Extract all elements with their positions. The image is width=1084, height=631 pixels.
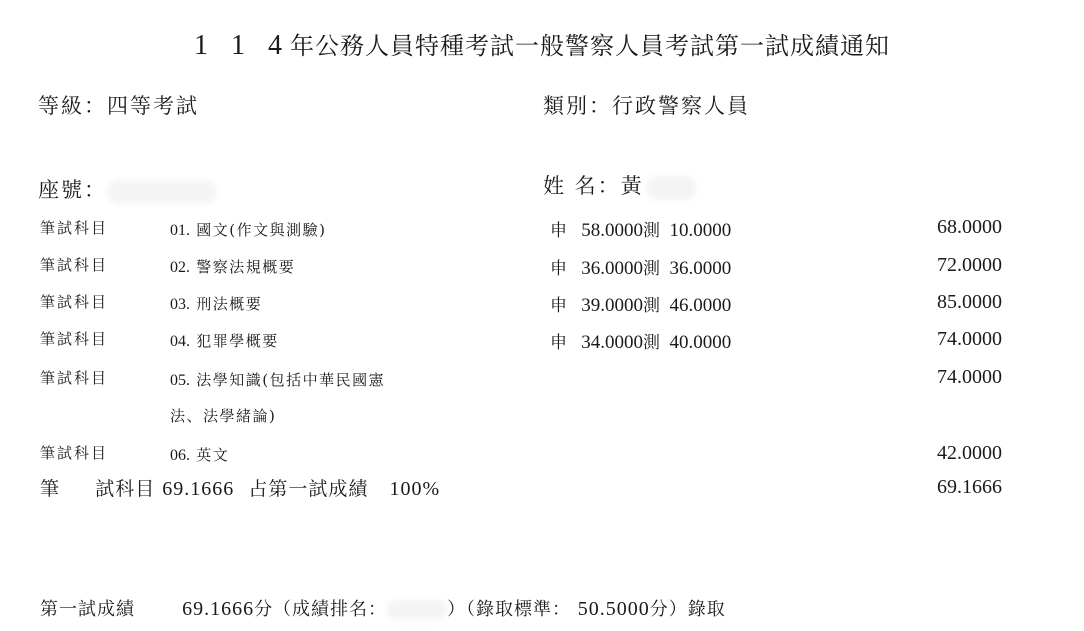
subject-name: 04. 犯罪學概要: [170, 332, 279, 350]
name-label: 姓 名：: [543, 174, 621, 198]
category-label: 類別：: [543, 94, 612, 118]
row-label: 筆試科目: [40, 219, 109, 237]
subject-name-line2: 法、法學緒論): [170, 407, 277, 425]
subject-total: 85.0000: [937, 291, 1002, 313]
test-score: 10.0000: [669, 220, 732, 241]
subject-scores: 申 39.0000測 46.0000: [550, 295, 732, 316]
first-stage-result: [40, 595, 726, 621]
row-label: 筆試科目: [40, 369, 109, 387]
summary-label: 試科目: [95, 478, 156, 500]
result-rank-close: ）（錄取標準：: [447, 599, 572, 620]
result-label: 第一試成績: [40, 599, 135, 620]
subject-total: 68.0000: [937, 216, 1002, 238]
grade-field: [38, 90, 199, 120]
seat-value-redacted: [107, 180, 217, 204]
subject-total: 74.0000: [937, 328, 1002, 350]
grade-value: 四等考試: [107, 94, 199, 118]
category-value: 行政警察人員: [612, 94, 750, 118]
title-year: 1 1 4: [194, 30, 290, 61]
row-label: 筆試科目: [40, 330, 109, 348]
row-label: 筆試科目: [40, 293, 109, 311]
summary-prefix: 筆: [40, 478, 61, 500]
title-text: 年公務人員特種考試一般警察人員考試第一試成績通知: [290, 32, 890, 60]
grade-label: 等級：: [38, 94, 107, 118]
name-field: [543, 170, 696, 200]
subject-scores: [550, 216, 731, 242]
summary-average: 69.1666: [162, 478, 235, 500]
result-score-unit: 分（成績排名：: [254, 599, 388, 620]
subject-scores: 申 34.0000測 40.0000: [550, 332, 732, 353]
result-cutoff-unit: 分）錄取: [649, 599, 726, 620]
subject-total: 42.0000: [937, 442, 1002, 464]
page-title: [0, 26, 1084, 62]
name-value: 黃: [620, 174, 644, 198]
subject-name: 06. 英文: [170, 446, 230, 464]
written-summary: [40, 474, 440, 501]
essay-score: 58.0000: [581, 220, 643, 241]
rank-redacted: [387, 600, 447, 620]
result-score: 69.1666: [182, 598, 255, 620]
subject-name: 03. 刑法概要: [170, 295, 263, 313]
subject-name: 02. 警察法規概要: [170, 258, 296, 276]
summary-weight: 100%: [389, 478, 441, 500]
test-mark: 測: [643, 221, 660, 241]
essay-mark: 申: [550, 221, 567, 241]
subject-total: 74.0000: [937, 366, 1002, 388]
subject-total: 72.0000: [937, 254, 1002, 276]
result-cutoff: 50.5000: [577, 598, 650, 620]
subject-name: 05. 法學知識(包括中華民國憲: [170, 371, 386, 389]
row-label: 筆試科目: [40, 256, 109, 274]
summary-weight-text: 占第一試成績: [248, 478, 369, 500]
subject-name: 01. 國文(作文與測驗): [170, 221, 327, 239]
subject-scores: 申 36.0000測 36.0000: [550, 258, 732, 279]
name-redacted: [646, 176, 696, 200]
row-label: 筆試科目: [40, 444, 109, 462]
summary-total: 69.1666: [937, 476, 1002, 498]
seat-label: 座號：: [38, 178, 107, 202]
seat-field: [38, 174, 217, 204]
category-field: [543, 90, 750, 120]
